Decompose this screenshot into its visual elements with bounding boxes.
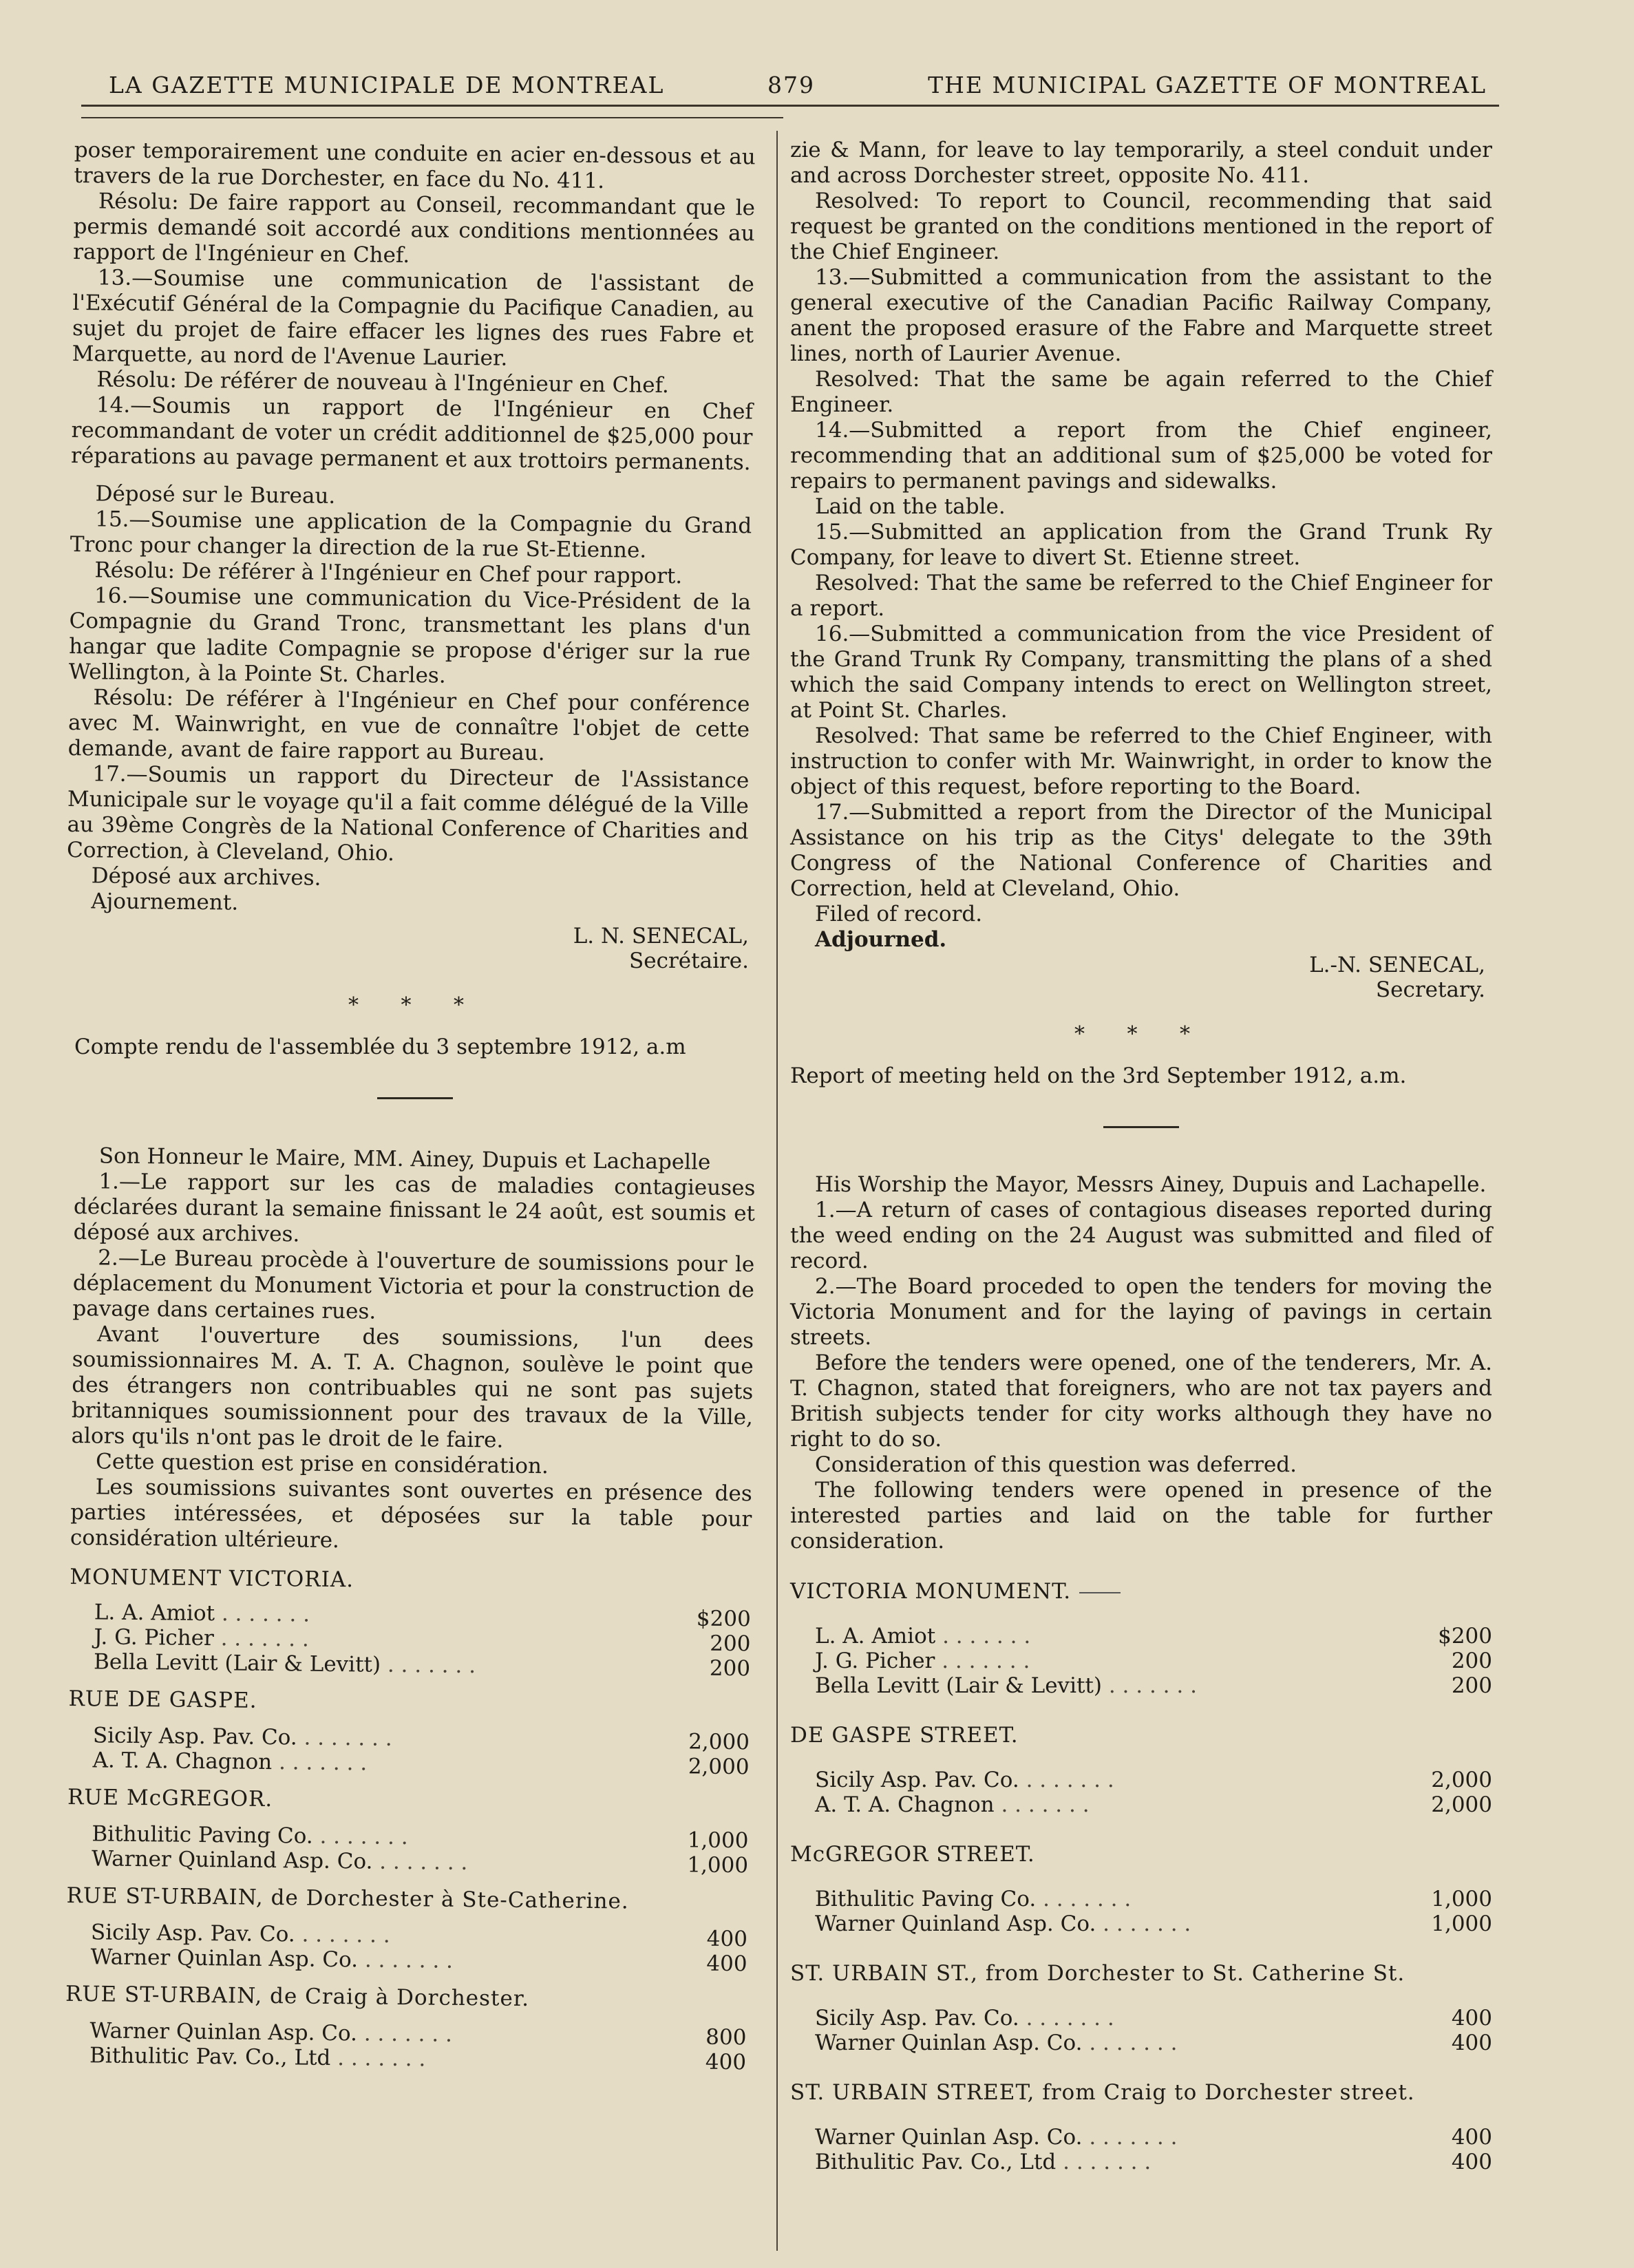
fr-paragraph: 2.—Le Bureau procède à l'ouverture de soumissions pour le déplacement du Monument Victoria et pour la construction de pavage dans certaines rues.	[72, 1245, 755, 1324]
fr-separator-stars: * * *	[348, 993, 482, 1017]
tender-name: L. A. Amiot . .	[94, 1600, 310, 1626]
en-paragraph: 14.—Submitted a report from the Chief engineer, recommending that an additional sum of $25,000 be voted for repairs to permanent pavings and sidewalks.	[790, 418, 1492, 494]
tender-name: Sicily Asp. Pav. Co. . .	[93, 1723, 392, 1751]
fr-paragraph: 14.—Soumis un rapport de l'Ingénieur en Chef recommandant de voter un crédit additionnel de $25,000 pour réparations au pavage permanent et aux trottoirs permanents.	[70, 392, 754, 476]
fr-short-rule	[377, 1097, 453, 1099]
fr-paragraph: Déposé aux archives.	[91, 863, 321, 891]
tender-name: A. T. A. Chagnon . .	[92, 1748, 367, 1775]
tender-amount: $200	[696, 1606, 752, 1632]
en-tender-rows	[790, 2006, 1492, 2055]
fr-tender-rows	[69, 1600, 751, 1681]
fr-tender-rows	[65, 2018, 747, 2075]
tender-amount: 2,000	[688, 1729, 750, 1755]
fr-paragraph: 17.—Soumis un rapport du Directeur de l'Assistance Municipale sur le voyage qu'il a fait comme délégué de la Ville au 39ème Congrès de la National Conference of Charities and Correction, à Cleveland, Ohio.	[66, 761, 750, 866]
fr-tender-rows	[67, 1821, 749, 1878]
en-paragraph: Consideration of this question was deferred.	[815, 1452, 1297, 1477]
tender-amount: 1,000	[687, 1852, 749, 1878]
fr-signature-name: L. N. SENECAL,	[573, 924, 749, 948]
tender-amount: 400	[706, 1926, 748, 1952]
en-tender-rows	[790, 1768, 1492, 1817]
en-tender-rows	[790, 2125, 1492, 2174]
tender-name: Bithulitic Pav. Co., Ltd . .	[89, 2043, 426, 2071]
table-row	[815, 1911, 1492, 1936]
tender-amount: $200	[1438, 1624, 1492, 1649]
en-tender-section-title: ST. URBAIN STREET, from Craig to Dorchester street.	[790, 2080, 1415, 2105]
en-paragraph: Filed of record.	[815, 902, 983, 926]
tender-name: Sicily Asp. Pav. Co. . .	[91, 1920, 390, 1948]
header-rule	[81, 105, 1499, 107]
table-row	[815, 1673, 1492, 1698]
en-tender-section-title	[790, 1579, 1492, 1604]
fr-report-title: Compte rendu de l'assemblée du 3 septembre 1912, a.m	[74, 1035, 686, 1059]
en-paragraph: 15.—Submitted an application from the Grand Trunk Ry Company, for leave to divert St. Etienne street.	[790, 520, 1492, 570]
tender-amount: 2,000	[1431, 1792, 1492, 1817]
tender-amount: 200	[709, 1655, 751, 1682]
table-row	[815, 2006, 1492, 2031]
tender-amount: 400	[1451, 2125, 1492, 2150]
en-paragraph: Resolved: That the same be again referred to the Chief Engineer.	[790, 367, 1492, 417]
french-minutes	[66, 138, 756, 921]
tender-amount: 200	[1451, 1673, 1492, 1698]
fr-paragraph: Cette question est prise en considération.	[95, 1449, 549, 1479]
table-row	[815, 2031, 1492, 2055]
fr-paragraph: 1.—Le rapport sur les cas de maladies contagieuses déclarées durant la semaine finissant le 24 août, est soumis et déposé aux archives.	[73, 1169, 756, 1247]
en-tender-rows	[790, 1887, 1492, 1936]
tender-name: Warner Quinlan Asp. Co. . .	[815, 2125, 1177, 2150]
en-separator-stars: * * *	[1074, 1022, 1209, 1046]
en-paragraph: The following tenders were opened in presence of the interested parties and laid on the table for further consideration.	[790, 1478, 1492, 1554]
fr-paragraph: Déposé sur le Bureau.	[95, 481, 336, 509]
en-tender-rows	[790, 1624, 1492, 1698]
fr-paragraph: poser temporairement une conduite en acier en-dessous et au travers de la rue Dorchester, en face du No. 411.	[74, 138, 756, 194]
tender-amount: 2,000	[1431, 1768, 1492, 1792]
en-tender-section-title: DE GASPE STREET.	[790, 1723, 1019, 1748]
en-paragraph: His Worship the Mayor, Messrs Ainey, Dupuis and Lachapelle.	[815, 1172, 1487, 1197]
en-signature-title: Secretary.	[1375, 977, 1485, 1002]
en-paragraph: 1.—A return of cases of contagious diseases reported during the weed ending on the 24 August was submitted and filed of record.	[790, 1198, 1492, 1273]
table-row	[815, 2150, 1492, 2174]
tender-amount: 1,000	[1431, 1887, 1492, 1911]
fr-signature-title: Secrétaire.	[629, 948, 749, 973]
en-paragraph: Resolved: That same be referred to the Chief Engineer, with instruction to confer with Mr. Wainwright, in order to know the object of this request, before reporting to the Board.	[790, 723, 1492, 799]
english-column	[790, 138, 1492, 2174]
fr-paragraph: Résolu: De faire rapport au Conseil, recommandant que le permis demandé soit accordé aux conditions mentionnées au rapport de l'Ingénieur en Chef.	[73, 189, 756, 268]
en-paragraph: 13.—Submitted a communication from the assistant to the general executive of the Canadian Pacific Railway Company, anent the proposed erasure of the Fabre and Marquette street lines, north of Laurier Avenue.	[790, 265, 1492, 366]
header-english-title: THE MUNICIPAL GAZETTE OF MONTREAL	[928, 72, 1487, 98]
tender-name: Bithulitic Paving Co. . .	[92, 1821, 408, 1850]
fr-paragraph: 13.—Soumise une communication de l'assistant de l'Exécutif Général de la Compagnie du Pacifique Canadien, au sujet du projet de faire effacer les lignes des rues Fabre et Marquette, au nord de l'Avenue Laurier.	[72, 265, 755, 371]
en-paragraph: Resolved: That the same be referred to the Chief Engineer for a report.	[790, 571, 1492, 621]
tender-name: L. A. Amiot . .	[815, 1624, 1030, 1649]
french-column	[65, 138, 756, 2075]
fr-tender-rows	[65, 1920, 747, 1976]
fr-tender-section-title: RUE ST-URBAIN, de Craig à Dorchester.	[65, 1981, 530, 2011]
en-paragraph: 16.—Submitted a communication from the vice President of the Grand Trunk Ry Company, transmitting the plans of a shed which the said Company intends to erect on Wellington street, at Point St. Charles.	[790, 622, 1492, 723]
table-row	[815, 1624, 1492, 1649]
fr-tender-section-title: RUE ST-URBAIN, de Dorchester à Ste-Catherine.	[66, 1883, 629, 1914]
tender-name: Bella Levitt (Lair & Levitt) . .	[815, 1673, 1197, 1698]
tender-name: A. T. A. Chagnon . .	[815, 1792, 1090, 1817]
tender-amount: 400	[705, 2049, 747, 2075]
tender-amount: 1,000	[1431, 1911, 1492, 1936]
tender-name: Sicily Asp. Pav. Co. . .	[815, 2006, 1114, 2031]
en-tender-section-title: ST. URBAIN ST., from Dorchester to St. Catherine St.	[790, 1961, 1405, 1986]
fr-signature	[74, 924, 756, 973]
page-header	[103, 66, 1487, 107]
table-row	[815, 1649, 1492, 1673]
fr-tender-rows	[67, 1723, 750, 1779]
tender-amount: 400	[706, 1951, 747, 1977]
fr-paragraph: 15.—Soumise une application de la Compagnie du Grand Tronc pour changer la direction de la rue St-Etienne.	[70, 507, 752, 563]
tender-amount: 1,000	[687, 1827, 749, 1854]
tender-amount: 2,000	[688, 1754, 750, 1780]
fr-tender-section-title: RUE DE GASPE.	[68, 1686, 257, 1713]
section-dash	[1079, 1592, 1121, 1593]
fr-paragraph: Les soumissions suivantes sont ouvertes en présence des parties intéressées, et déposées sur la table pour considération ultérieure.	[70, 1474, 752, 1554]
en-tender-section-title: McGREGOR STREET.	[790, 1842, 1035, 1867]
table-row	[815, 1887, 1492, 1911]
fr-paragraph: Son Honneur le Maire, MM. Ainey, Dupuis et Lachapelle	[98, 1143, 711, 1175]
tender-name: Bithulitic Paving Co. . .	[815, 1887, 1131, 1911]
tender-amount: 800	[705, 2024, 747, 2050]
fr-paragraph: Ajournement.	[91, 889, 239, 915]
fr-paragraph: Résolu: De référer à l'Ingénieur en Chef pour rapport.	[94, 558, 683, 589]
header-rule-secondary	[81, 117, 783, 118]
en-paragraph: 2.—The Board proceded to open the tenders for moving the Victoria Monument and for the laying of pavings in certain streets.	[790, 1274, 1492, 1350]
tender-name: Warner Quinlan Asp. Co. . .	[90, 1944, 453, 1973]
fr-paragraph: Avant l'ouverture des soumissions, l'un dees soumissionnaires M. A. T. A. Chagnon, soulève le point que des étrangers non contribuables qui ne sont pas sujets britanniques soumissionnent pour des travaux de la Ville, alors qu'ils n'ont pas le droit de le faire.	[71, 1322, 754, 1453]
en-short-rule	[1103, 1126, 1179, 1128]
fr-tender-section-title: MONUMENT VICTORIA.	[70, 1564, 354, 1593]
table-row	[815, 1768, 1492, 1792]
tender-name: Warner Quinlan Asp. Co. . .	[89, 2018, 452, 2047]
header-french-title: LA GAZETTE MUNICIPALE DE MONTREAL	[109, 72, 665, 98]
tender-amount: 400	[1451, 2006, 1492, 2031]
tender-name: Bithulitic Pav. Co., Ltd . .	[815, 2150, 1151, 2174]
tender-name: Warner Quinlan Asp. Co. . .	[815, 2031, 1177, 2055]
en-paragraph: Laid on the table.	[815, 494, 1006, 519]
table-row	[815, 1792, 1492, 1817]
en-paragraph: Before the tenders were opened, one of the tenderers, Mr. A. T. Chagnon, stated that foreigners, who are not tax payers and British subjects tender for city works although they have no right to do so.	[790, 1350, 1492, 1452]
tender-amount: 400	[1451, 2150, 1492, 2174]
en-paragraph: Resolved: To report to Council, recommending that said request be granted on the conditions mentioned in the report of the Chief Engineer.	[790, 189, 1492, 264]
tender-amount: 400	[1451, 2031, 1492, 2055]
tender-name: Sicily Asp. Pav. Co. . .	[815, 1768, 1114, 1792]
en-signature-name: L.-N. SENECAL,	[1309, 953, 1485, 977]
table-row	[815, 2125, 1492, 2150]
fr-paragraph: Résolu: De référer de nouveau à l'Ingénieur en Chef.	[96, 367, 670, 399]
tender-name: J. G. Picher . .	[94, 1624, 309, 1651]
tender-name: Bella Levitt (Lair & Levitt) . .	[94, 1649, 476, 1678]
french-report	[65, 1143, 756, 2075]
column-divider	[776, 131, 778, 2251]
en-report-title: Report of meeting held on the 3rd September 1912, a.m.	[790, 1063, 1407, 1088]
page-number: 879	[767, 72, 815, 98]
en-signature	[790, 953, 1492, 1002]
tender-amount: 200	[1451, 1649, 1492, 1673]
fr-paragraph: 16.—Soumise une communication du Vice-Président de la Compagnie du Grand Tronc, transmettant les plans d'un hangar que ladite Compagnie se propose d'ériger sur la rue Wellington, à la Pointe St. Charles.	[68, 583, 752, 688]
en-tender-section-label: VICTORIA MONUMENT.	[790, 1579, 1072, 1604]
en-paragraph: zie & Mann, for leave to lay temporarily, a steel conduit under and across Dorchester street, opposite No. 411.	[790, 138, 1492, 188]
tender-name: Warner Quinland Asp. Co. . .	[92, 1846, 468, 1875]
fr-tender-section-title: RUE McGREGOR.	[67, 1784, 273, 1812]
tender-name: J. G. Picher . .	[815, 1649, 1030, 1673]
tender-name: Warner Quinland Asp. Co. . .	[815, 1911, 1191, 1936]
en-paragraph: Adjourned.	[815, 927, 947, 952]
tender-amount: 200	[710, 1631, 751, 1657]
en-paragraph: 17.—Submitted a report from the Director of the Municipal Assistance on his trip as the Citys' delegate to the 39th Congress of the National Conference of Charities and Correction, held at Cleveland, Ohio.	[790, 800, 1492, 901]
fr-paragraph: Résolu: De référer à l'Ingénieur en Chef pour conférence avec M. Wainwright, en vue de connaître l'objet de cette demande, avant de faire rapport au Bureau.	[67, 685, 750, 766]
